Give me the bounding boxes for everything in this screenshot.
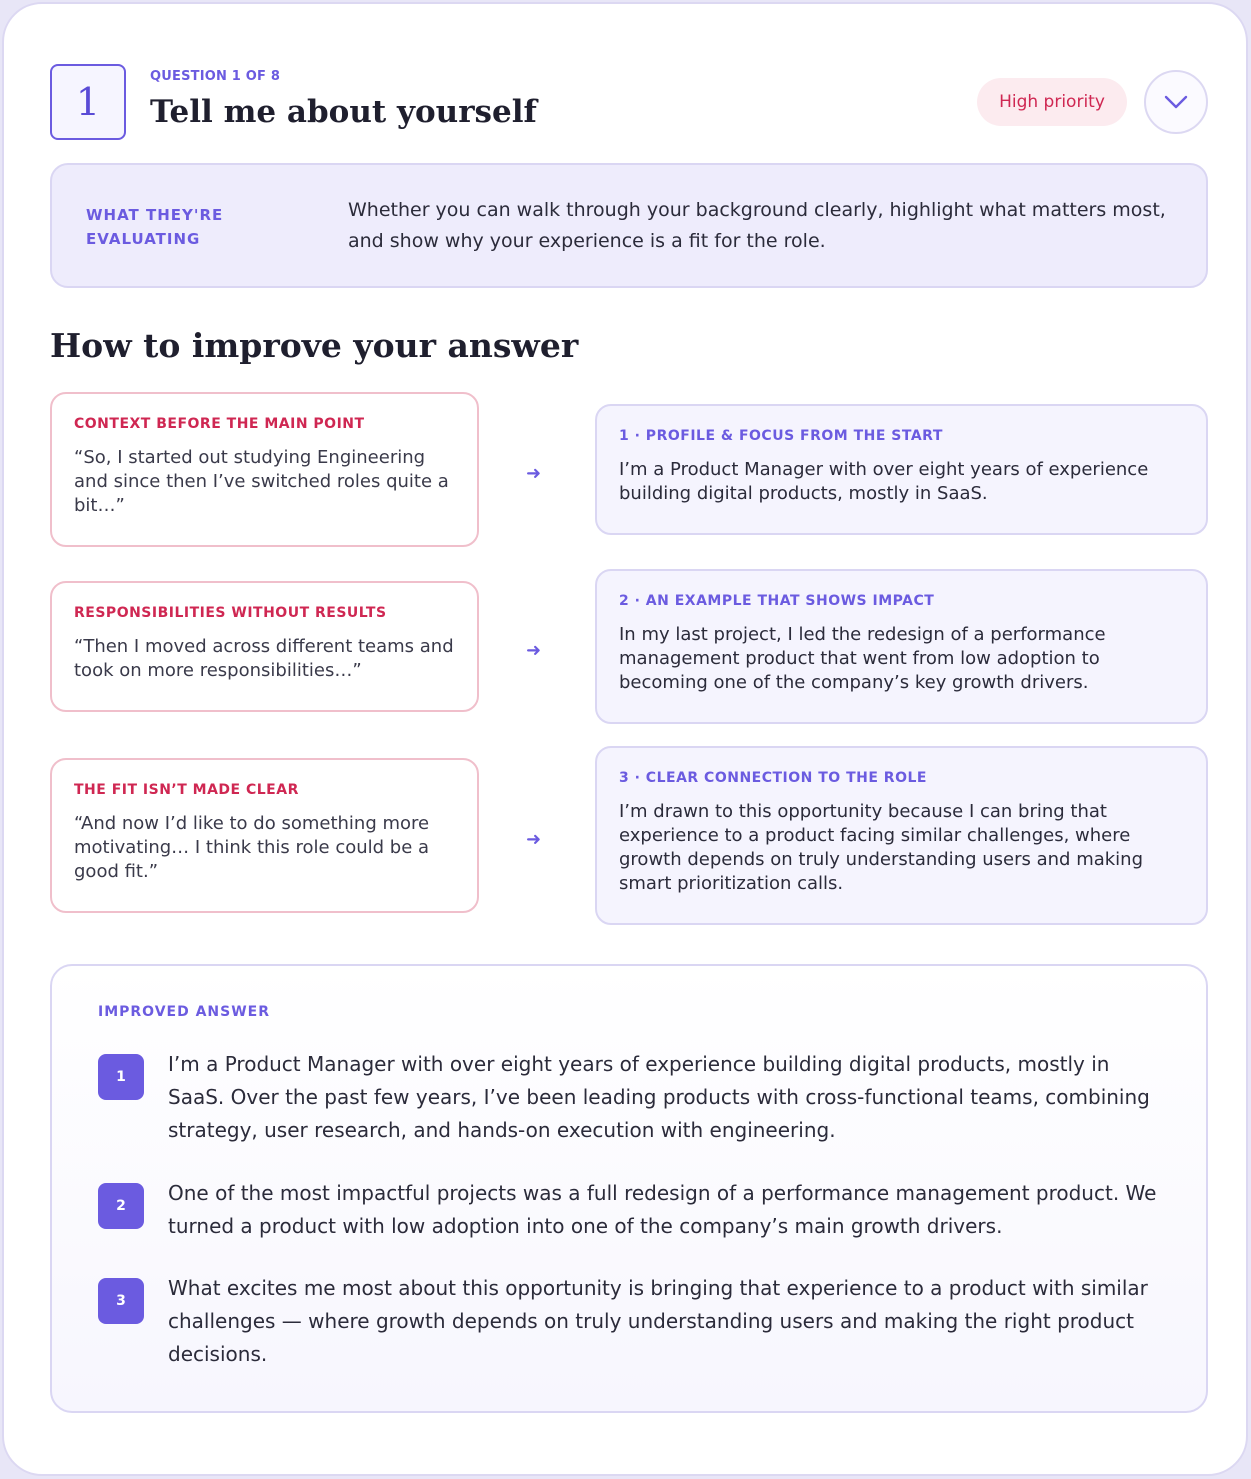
- weak-answer-title: CONTEXT BEFORE THE MAIN POINT: [74, 416, 365, 432]
- evaluation-panel: [50, 163, 1208, 288]
- strong-answer-title: 1 · PROFILE & FOCUS FROM THE START: [619, 428, 943, 444]
- step-text: I’m a Product Manager with over eight years of experience building digital products, mostly in SaaS. Over the past few years, I’ve been leading products with cross-functional teams, combining strategy, user research, and hands-on execution with engineering.: [168, 1052, 1150, 1142]
- arrow-right-icon: ➜: [526, 829, 542, 850]
- evaluation-label: WHAT THEY'RE EVALUATING: [86, 206, 224, 248]
- expand-button[interactable]: [1144, 70, 1208, 134]
- question-title: Tell me about yourself: [150, 94, 537, 130]
- strong-answer-text: I’m drawn to this opportunity because I can bring that experience to a product facing similar challenges, where growth depends on truly understanding users and making smart prioritization calls.: [619, 801, 1144, 894]
- weak-answer-card: [50, 392, 479, 547]
- strong-answer-title: 3 · CLEAR CONNECTION TO THE ROLE: [619, 770, 927, 786]
- weak-answer-title: RESPONSIBILITIES WITHOUT RESULTS: [74, 605, 387, 621]
- step-number-badge: 1: [98, 1054, 144, 1100]
- question-number: 1: [50, 64, 126, 140]
- answer-step: [98, 1278, 1158, 1378]
- answer-step: [98, 1183, 1158, 1253]
- arrow-right-icon: ➜: [526, 463, 542, 484]
- step-text: One of the most impactful projects was a full redesign of a performance management product. We turned a product with low adoption into one of the company’s main growth drivers.: [168, 1181, 1157, 1238]
- weak-answer-card: [50, 581, 479, 712]
- improved-answer-label: IMPROVED ANSWER: [98, 1004, 271, 1020]
- answer-step: [98, 1054, 1158, 1154]
- strong-answer-card: [595, 404, 1208, 535]
- step-number-badge: 3: [98, 1278, 144, 1324]
- question-counter: QUESTION 1 OF 8: [150, 69, 281, 84]
- strong-answer-text: I’m a Product Manager with over eight years of experience building digital products, mostly in SaaS.: [619, 459, 1149, 504]
- strong-answer-card: [595, 746, 1208, 925]
- improved-answer-panel: [50, 964, 1208, 1413]
- evaluation-text: Whether you can walk through your background clearly, highlight what matters most, and show why your experience is a fit for the role.: [348, 199, 1166, 252]
- weak-answer-quote: “So, I started out studying Engineering and since then I’ve switched roles quite a bit…”: [74, 447, 449, 516]
- strong-answer-card: [595, 569, 1208, 724]
- weak-answer-quote: “Then I moved across different teams and took on more responsibilities…”: [74, 636, 454, 681]
- question-card: [2, 2, 1248, 1476]
- strong-answer-title: 2 · AN EXAMPLE THAT SHOWS IMPACT: [619, 593, 935, 609]
- step-number-badge: 2: [98, 1183, 144, 1229]
- strong-answer-text: In my last project, I led the redesign of a performance management product that went from low adoption to becoming one of the company’s key growth drivers.: [619, 624, 1106, 693]
- step-text: What excites me most about this opportunity is bringing that experience to a product with similar challenges — where growth depends on truly understanding users and making the right product decisions.: [168, 1276, 1148, 1366]
- weak-answer-quote: “And now I’d like to do something more motivating… I think this role could be a good fit.”: [74, 813, 430, 882]
- chevron-down-icon: [1163, 94, 1189, 110]
- weak-answer-card: [50, 758, 479, 913]
- weak-answer-title: THE FIT ISN’T MADE CLEAR: [74, 782, 299, 798]
- arrow-right-icon: ➜: [526, 640, 542, 661]
- section-title: How to improve your answer: [50, 326, 579, 365]
- priority-badge: High priority: [977, 78, 1127, 126]
